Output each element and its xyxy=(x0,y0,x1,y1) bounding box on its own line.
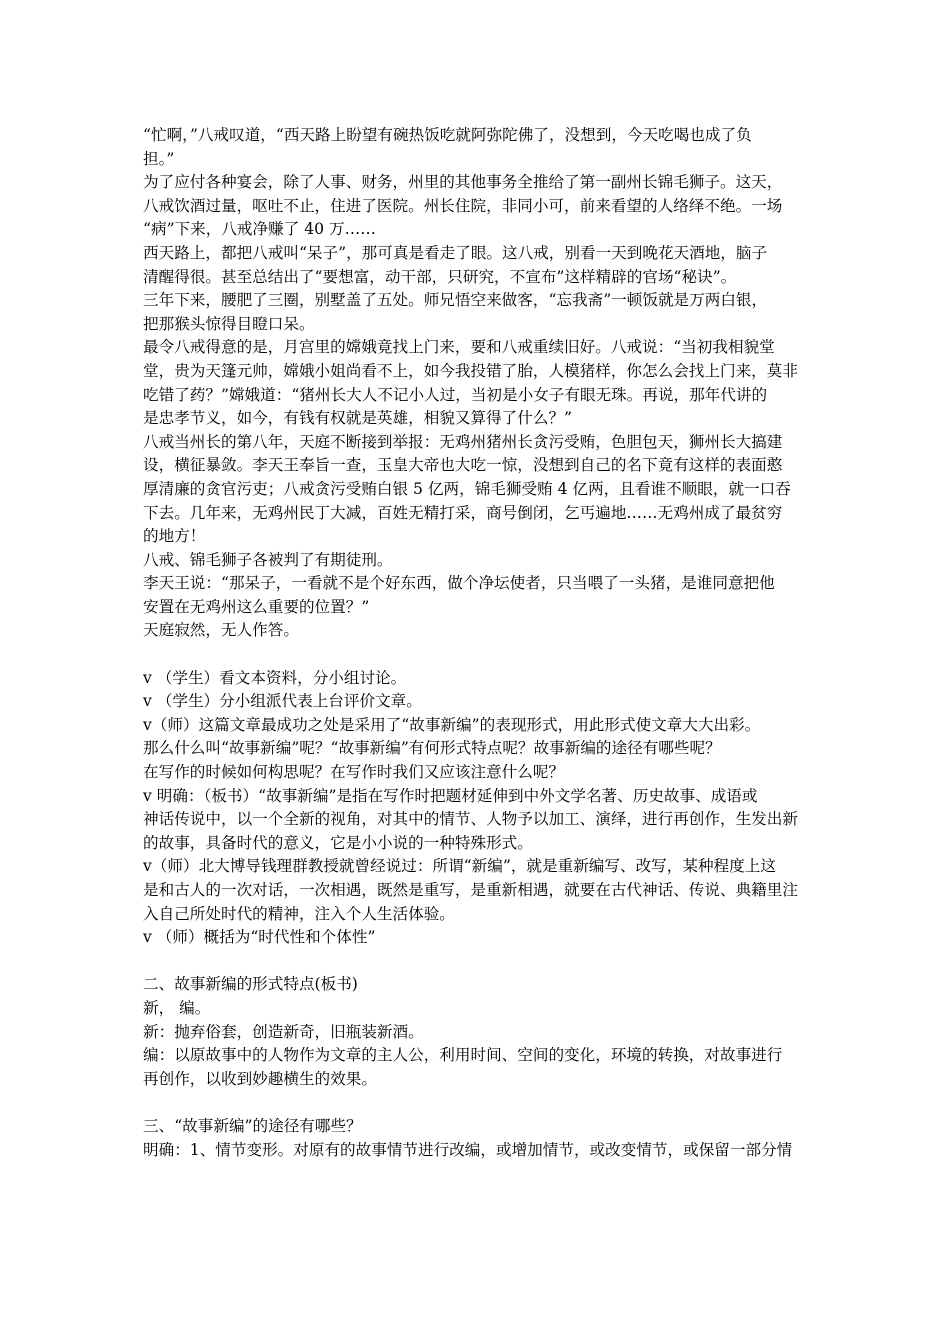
text-line: 明确：1、情节变形。对原有的故事情节进行改编，或增加情节，或改变情节，或保留一部分情 xyxy=(143,1140,793,1159)
text-line: 堂，贵为天篷元帅，嫦娥小姐尚看不上，如今我投错了胎，人模猪样，你怎么会找上门来，莫非 xyxy=(143,361,798,380)
text-line: 西天路上，都把八戒叫“呆子”，那可真是看走了眼。这八戒，别看一天到晚花天酒地，脑子 xyxy=(143,243,768,262)
blank-line xyxy=(143,950,810,974)
text-line: v （学生）看文本资料，分小组讨论。 xyxy=(143,668,407,687)
text-line: 安置在无鸡州这么重要的位置？” xyxy=(143,597,370,616)
text-line: v 明确：（板书）“故事新编”是指在写作时把题材延伸到中外文学名著、历史故事、成语或 xyxy=(143,786,758,805)
text-line: 三年下来，腰肥了三圈，别墅盖了五处。师兄悟空来做客，“忘我斋”一顿饭就是万两白银， xyxy=(143,291,768,310)
text-line: 清醒得很。甚至总结出了“要想富，动干部，只研究，不宣布”这样精辟的官场“秘诀”。 xyxy=(143,267,737,286)
text-line: v （师）概括为“时代性和个体性” xyxy=(143,928,376,947)
text-line: 二、故事新编的形式特点(板书) xyxy=(143,975,358,994)
text-line: 在写作的时候如何构思呢？在写作时我们又应该注意什么呢？ xyxy=(143,763,565,782)
text-line: 最令八戒得意的是，月宫里的嫦娥竟找上门来，要和八戒重续旧好。八戒说：“当初我相貌堂 xyxy=(143,338,775,357)
text-line: 入自己所处时代的精神，注入个人生活体验。 xyxy=(143,904,455,923)
text-line: “病”下来，八戒净赚了 40 万…… xyxy=(143,220,376,239)
text-line: v （学生）分小组派代表上台评价文章。 xyxy=(143,692,422,711)
blank-line xyxy=(143,1091,810,1115)
text-line: 是和古人的一次对话，一次相遇，既然是重写，是重新相遇，就要在古代神话、传说、典籍里注 xyxy=(143,881,798,899)
text-line: 三、“故事新编”的途径有哪些？ xyxy=(143,1116,362,1135)
text-line: 新：抛弃俗套，创造新奇，旧瓶装新酒。 xyxy=(143,1022,424,1041)
text-line: 神话传说中，以一个全新的视角，对其中的情节、人物予以加工、演绎，进行再创作，生发出新 xyxy=(143,810,798,829)
text-line: 吃错了药？”嫦娥道：“猪州长大人不记小人过，当初是小女子有眼无珠。再说，那年代讲的 xyxy=(143,385,768,404)
text-line: 新， 编。 xyxy=(143,998,211,1017)
text-line: 是忠孝节义，如今，有钱有权就是英雄，相貌又算得了什么？” xyxy=(143,409,573,428)
text-line: 李天王说：“那呆子，一看就不是个好东西，做个净坛使者，只当喂了一头猪，是谁同意把他 xyxy=(143,574,775,593)
text-line: 设，横征暴敛。李天王奉旨一查，玉皇大帝也大吃一惊，没想到自己的名下竟有这样的表面憨 xyxy=(143,456,783,475)
text-line: 八戒饮酒过量，呕吐不止，住进了医院。州长住院，非同小可，前来看望的人络绎不绝。一场 xyxy=(143,196,783,215)
text-line: 的故事，具备时代的意义，它是小小说的一种特殊形式。 xyxy=(143,833,533,852)
text-line: 下去。几年来，无鸡州民丁大减，百姓无精打采，商号倒闭，乞丐遍地……无鸡州成了最贫穷 xyxy=(143,503,783,522)
text-line: 天庭寂然，无人作答。 xyxy=(143,621,299,640)
text-line: 那么什么叫“故事新编”呢？“故事新编”有何形式特点呢？故事新编的途径有哪些呢？ xyxy=(143,739,721,758)
text-line: 八戒当州长的第八年，天庭不断接到举报：无鸡州猪州长贪污受贿，色胆包天，狮州长大搞建 xyxy=(143,432,783,451)
document-body xyxy=(143,124,810,1162)
text-line: 为了应付各种宴会，除了人事、财务，州里的其他事务全推给了第一副州长锦毛狮子。这天， xyxy=(143,173,783,192)
text-line: 再创作，以收到妙趣横生的效果。 xyxy=(143,1069,377,1088)
blank-line xyxy=(143,643,810,667)
text-line: v（师）这篇文章最成功之处是采用了“故事新编”的表现形式，用此形式使文章大大出彩。 xyxy=(143,715,761,734)
text-line: 八戒、锦毛狮子各被判了有期徒刑。 xyxy=(143,550,393,569)
text-line: 担。” xyxy=(143,149,175,168)
text-line: 把那猴头惊得目瞪口呆。 xyxy=(143,314,315,333)
text-line: 编：以原故事中的人物作为文章的主人公，利用时间、空间的变化，环境的转换，对故事进行 xyxy=(143,1046,783,1065)
text-line: “忙啊，”八戒叹道，“西天路上盼望有碗热饭吃就阿弥陀佛了，没想到，今天吃喝也成了负 xyxy=(143,126,752,144)
text-line: v（师）北大博导钱理群教授就曾经说过：所谓“新编”，就是重新编写、改写，某种程度上这 xyxy=(143,857,776,876)
text-line: 厚清廉的贪官污吏；八戒贪污受贿白银 5 亿两，锦毛狮受贿 4 亿两，且看谁不顺眼，就一口吞 xyxy=(143,479,791,498)
text-line: 的地方！ xyxy=(143,527,206,546)
